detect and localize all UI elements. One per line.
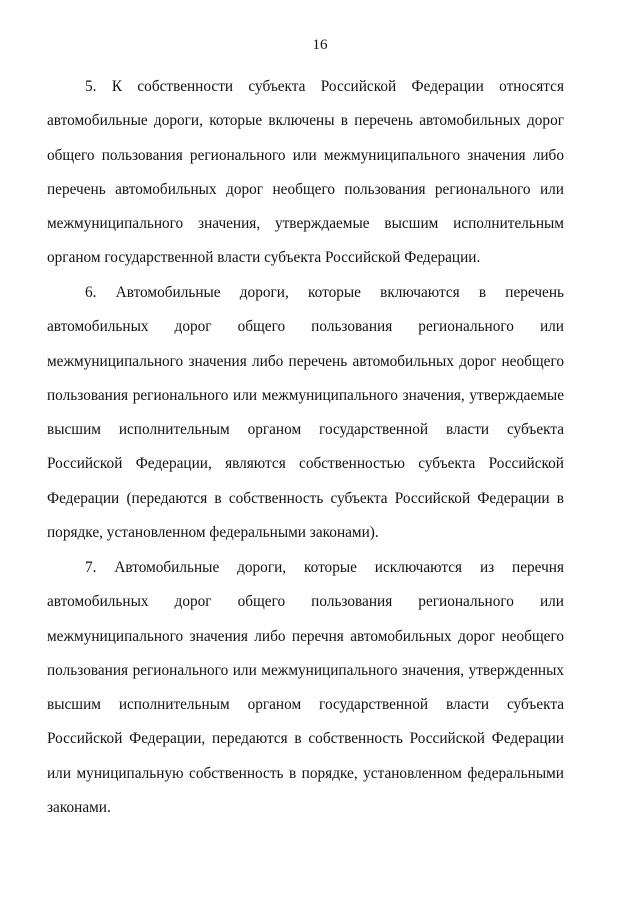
paragraph-line: межмуниципального значения, утверждаемые высшим исполнительным bbox=[47, 215, 564, 233]
paragraph-line: Российской Федерации, являются собственностью субъекта Российской bbox=[47, 455, 564, 473]
paragraph-line: законами. bbox=[47, 799, 111, 817]
paragraph-line: межмуниципального значения либо перечня автомобильных дорог необщего bbox=[47, 627, 564, 645]
paragraph-line: межмуниципального значения либо перечень автомобильных дорог необщего bbox=[47, 352, 564, 370]
paragraph-line: перечень автомобильных дорог необщего пользования регионального или bbox=[47, 180, 564, 198]
page-number: 16 bbox=[312, 37, 328, 53]
paragraph-line: высшим исполнительным органом государственной власти субъекта bbox=[47, 696, 564, 714]
paragraph-line: 5. К собственности субъекта Российской Федерации относятся bbox=[85, 78, 564, 95]
paragraph-line: пользования регионального или межмуниципального значения, утвержденных bbox=[47, 661, 564, 679]
paragraph-line: автомобильных дорог общего пользования регионального или bbox=[47, 318, 564, 336]
paragraph-line: автомобильные дороги, которые включены в перечень автомобильных дорог bbox=[47, 112, 564, 130]
paragraph-7 bbox=[47, 551, 564, 825]
paragraph-line: общего пользования регионального или межмуниципального значения либо bbox=[47, 146, 564, 164]
paragraph-line: порядке, установленном федеральными законами). bbox=[47, 524, 379, 542]
paragraph-line: автомобильных дорог общего пользования регионального или bbox=[47, 593, 564, 611]
paragraph-line: 6. Автомобильные дороги, которые включаются в перечень bbox=[85, 284, 564, 301]
paragraph-line: или муниципальную собственность в порядке, установленном федеральными bbox=[47, 764, 564, 782]
paragraph-6 bbox=[47, 276, 564, 550]
paragraph-line: пользования регионального или межмуниципального значения, утверждаемые bbox=[47, 386, 564, 404]
paragraph-line: органом государственной власти субъекта Российской Федерации. bbox=[47, 249, 481, 267]
paragraph-line: 7. Автомобильные дороги, которые исключаются из перечня bbox=[85, 559, 564, 576]
paragraph-line: высшим исполнительным органом государственной власти субъекта bbox=[47, 421, 564, 439]
paragraph-5 bbox=[47, 70, 564, 276]
paragraph-line: Российской Федерации, передаются в собственность Российской Федерации bbox=[47, 730, 564, 748]
paragraph-line: Федерации (передаются в собственность субъекта Российской Федерации в bbox=[47, 489, 564, 507]
